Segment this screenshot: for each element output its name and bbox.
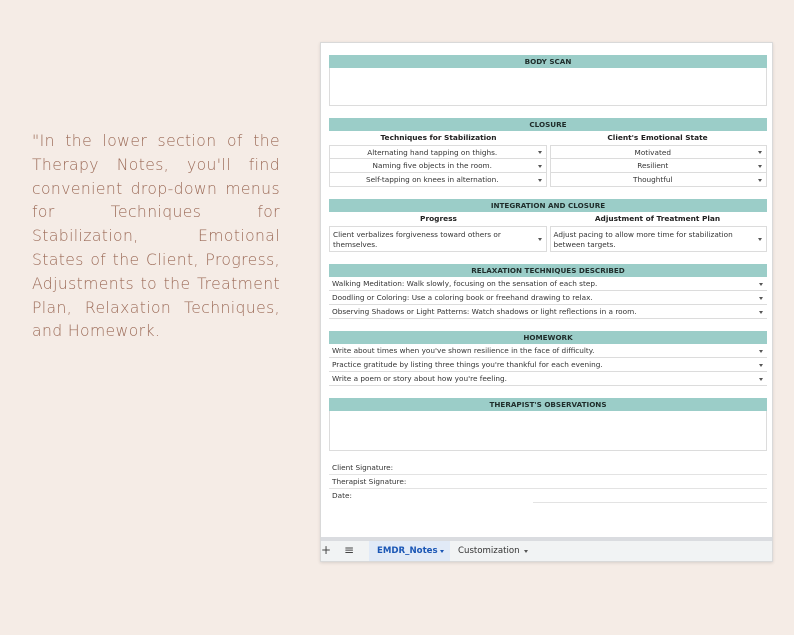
body-scan-input[interactable]: [329, 68, 767, 106]
date-field[interactable]: Date:: [329, 489, 767, 503]
emotional-state-column-header: Client's Emotional State: [607, 133, 708, 142]
tab-caret-icon: [440, 550, 444, 553]
homework-dropdown[interactable]: Write a poem or story about how you're feeling.: [329, 372, 767, 386]
tab-caret-icon: [524, 550, 528, 553]
integration-header: INTEGRATION AND CLOSURE: [329, 199, 767, 212]
add-sheet-icon[interactable]: +: [321, 543, 332, 557]
closure-rows: [329, 145, 767, 187]
adjustment-column-header: Adjustment of Treatment Plan: [594, 214, 721, 223]
emotional-state-dropdown[interactable]: Thoughtful: [550, 173, 768, 187]
stabilization-dropdown[interactable]: Alternating hand tapping on thighs.: [329, 145, 547, 159]
observations-input[interactable]: [329, 411, 767, 451]
dropdown-caret-icon: [759, 364, 763, 367]
sheet-tab-bar: [321, 537, 772, 561]
dropdown-caret-icon: [758, 165, 762, 168]
tab-emdr-notes[interactable]: EMDR_Notes: [369, 541, 450, 561]
dropdown-caret-icon: [759, 350, 763, 353]
relaxation-dropdown[interactable]: Observing Shadows or Light Patterns: Watch shadows or light reflections in a room.: [329, 305, 767, 319]
dropdown-caret-icon: [759, 297, 763, 300]
dropdown-caret-icon: [538, 151, 542, 154]
body-scan-header: BODY SCAN: [329, 55, 767, 68]
dropdown-caret-icon: [538, 238, 542, 241]
closure-column-headers: [329, 131, 767, 145]
relaxation-dropdown[interactable]: Doodling or Coloring: Use a coloring book or freehand drawing to relax.: [329, 291, 767, 305]
integration-column-headers: [329, 212, 767, 226]
dropdown-caret-icon: [538, 179, 542, 182]
emotional-state-dropdown[interactable]: Resilient: [550, 159, 768, 173]
progress-column-header: Progress: [420, 214, 457, 223]
relaxation-dropdown[interactable]: Walking Meditation: Walk slowly, focusing on the sensation of each step.: [329, 277, 767, 291]
stabilization-column-header: Techniques for Stabilization: [380, 133, 497, 142]
emotional-state-dropdown[interactable]: Motivated: [550, 145, 768, 159]
relaxation-header: RELAXATION TECHNIQUES DESCRIBED: [329, 264, 767, 277]
stabilization-dropdown[interactable]: Self-tapping on knees in alternation.: [329, 173, 547, 187]
dropdown-caret-icon: [758, 238, 762, 241]
therapy-notes-sheet: [329, 55, 767, 503]
dropdown-caret-icon: [759, 378, 763, 381]
adjustment-dropdown[interactable]: Adjust pacing to allow more time for stabilization between targets.: [550, 226, 768, 252]
dropdown-caret-icon: [538, 165, 542, 168]
observations-header: THERAPIST'S OBSERVATIONS: [329, 398, 767, 411]
therapist-signature-field[interactable]: Therapist Signature:: [329, 475, 767, 489]
spreadsheet-window: [320, 42, 773, 562]
stabilization-dropdown[interactable]: Naming five objects in the room.: [329, 159, 547, 173]
homework-dropdown[interactable]: Write about times when you've shown resilience in the face of difficulty.: [329, 344, 767, 358]
promo-description: "In the lower section of the Therapy Notes, you'll find convenient drop-down menus for Techniques for Stabilization, Emotional States of the Client, Progress, Adjustments to the Treatment Plan, Relaxation Techniques, and Homework.: [32, 132, 280, 341]
homework-header: HOMEWORK: [329, 331, 767, 344]
dropdown-caret-icon: [759, 311, 763, 314]
homework-dropdown[interactable]: Practice gratitude by listing three things you're thankful for each evening.: [329, 358, 767, 372]
tab-customization[interactable]: Customization: [450, 541, 534, 561]
dropdown-caret-icon: [759, 283, 763, 286]
client-signature-field[interactable]: Client Signature:: [329, 461, 767, 475]
all-sheets-menu-icon[interactable]: ≡: [344, 543, 355, 557]
progress-dropdown[interactable]: Client verbalizes forgiveness toward others or themselves.: [329, 226, 547, 252]
dropdown-caret-icon: [758, 179, 762, 182]
dropdown-caret-icon: [758, 151, 762, 154]
closure-header: CLOSURE: [329, 118, 767, 131]
